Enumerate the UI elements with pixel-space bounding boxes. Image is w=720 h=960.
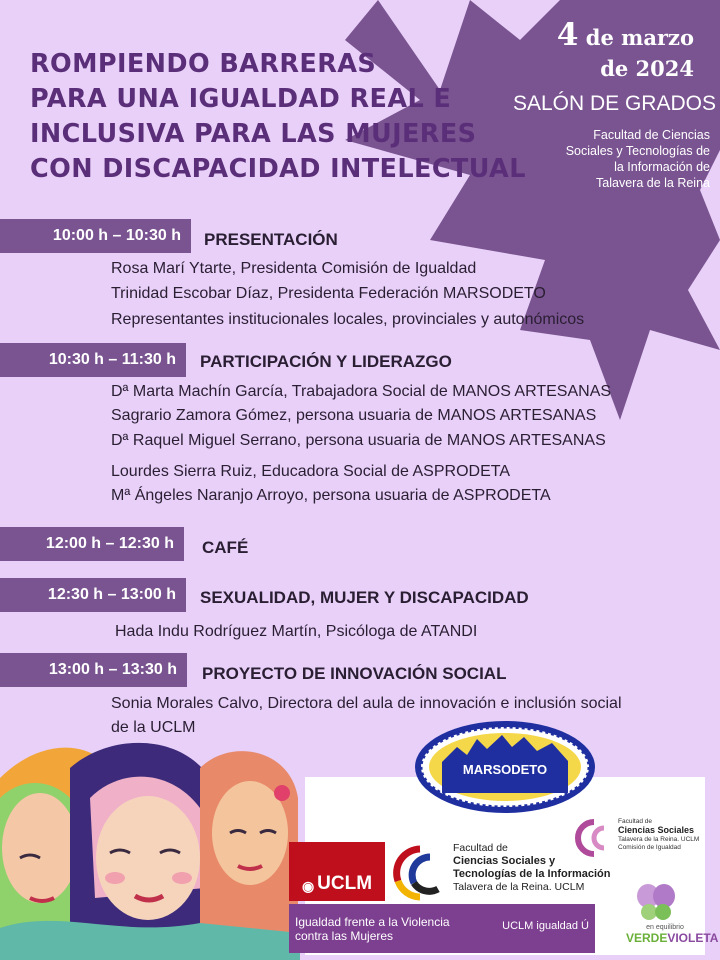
speaker-line: Dª Raquel Miguel Serrano, persona usuaria de MANOS ARTESANAS [111,432,606,449]
verde-small: en equilibrio [646,924,684,931]
faculty-small-line: Talavera de la Reina. UCLM [618,836,700,843]
faculty-address [490,127,710,191]
session-time: 10:00 h – 10:30 h [0,219,191,253]
title-line: INCLUSIVA PARA LAS MUJERES [30,119,477,149]
session-title: PARTICIPACIÓN Y LIDERAZGO [200,352,452,371]
speaker-line: Representantes institucionales locales, provinciales y autonómicos [111,311,585,328]
session-time: 13:00 h – 13:30 h [0,653,187,687]
session-time: 12:00 h – 12:30 h [0,527,184,561]
igualdad-banner [289,904,595,953]
faculty-line: Facultad de Ciencias [593,128,710,142]
speaker-line: Lourdes Sierra Ruiz, Educadora Social de ASPRODETA [111,463,511,480]
faculty-logo-line: Tecnologías de la Información [453,868,611,880]
session-title: CAFÉ [202,538,249,557]
faculty-small-line: Ciencias Sociales [618,825,695,835]
session-title: PRESENTACIÓN [204,230,338,249]
faculty-small-line: Facultad de [618,818,652,825]
faculty-logo-line: Facultad de [453,842,508,854]
venue: SALÓN DE GRADOS [512,92,716,115]
igualdad-line: contra las Mujeres [295,929,394,943]
faculty-cc-logo [390,843,450,903]
event-title [30,47,550,187]
speaker-line: Rosa Marí Ytarte, Presidenta Comisión de Igualdad [111,260,477,277]
date-year: de 2024 [600,56,694,81]
event-date [556,17,694,84]
faculty-line: la Información de [614,160,710,174]
speaker-line: Hada Indu Rodríguez Martín, Psicóloga de ATANDI [115,623,478,640]
speaker-line: Mª Ángeles Naranjo Arroyo, persona usuaria de ASPRODETA [111,487,551,504]
speaker-line: Dª Marta Machín García, Trabajadora Social de MANOS ARTESANAS [111,383,612,400]
violeta-label: VIOLETA [667,931,719,945]
faculty-line: Sociales y Tecnologías de [565,144,710,158]
igualdad-text [295,915,450,943]
faculty-logo-line: Ciencias Sociales y [453,855,556,867]
comision-igualdad-text [618,818,699,852]
uclm-label: UCLM [317,873,373,894]
speaker-line: Sagrario Zamora Gómez, persona usuaria de MANOS ARTESANAS [111,407,597,424]
speaker-line: Sonia Morales Calvo, Directora del aula de innovación e inclusión social [111,695,622,712]
comision-igualdad-logo [572,816,616,860]
session-time: 12:30 h – 13:00 h [0,578,186,612]
speaker-line: Trinidad Escobar Díaz, Presidenta Federación MARSODETO [111,285,546,302]
uclm-igualdad-label: UCLM igualdad Ú [502,920,589,932]
women-illustration [0,738,300,960]
faculty-small-line: Comisión de Igualdad [618,844,681,851]
session-title: SEXUALIDAD, MUJER Y DISCAPACIDAD [200,588,529,607]
date-day: 4 [556,17,579,53]
faculty-line: Talavera de la Reina [596,176,710,190]
session-title: PROYECTO DE INNOVACIÓN SOCIAL [202,664,507,683]
verde-violeta-logo [626,924,719,945]
verde-label: VERDE [626,931,668,945]
date-month: de marzo [578,25,694,50]
speaker-line: de la UCLM [111,719,196,736]
marsodeto-label: MARSODETO [462,762,548,777]
title-line: PARA UNA IGUALDAD REAL E [30,84,452,114]
faculty-logo-line: Talavera de la Reina. UCLM [453,881,585,893]
igualdad-line: Igualdad frente a la Violencia [295,915,450,929]
uclm-signal-icon: ◉ [301,878,315,894]
title-line: ROMPIENDO BARRERAS [30,49,377,79]
session-time: 10:30 h – 11:30 h [0,343,186,377]
butterfly-icon [634,882,678,922]
uclm-logo [289,842,385,901]
title-line: CON DISCAPACIDAD INTELECTUAL [30,154,526,184]
